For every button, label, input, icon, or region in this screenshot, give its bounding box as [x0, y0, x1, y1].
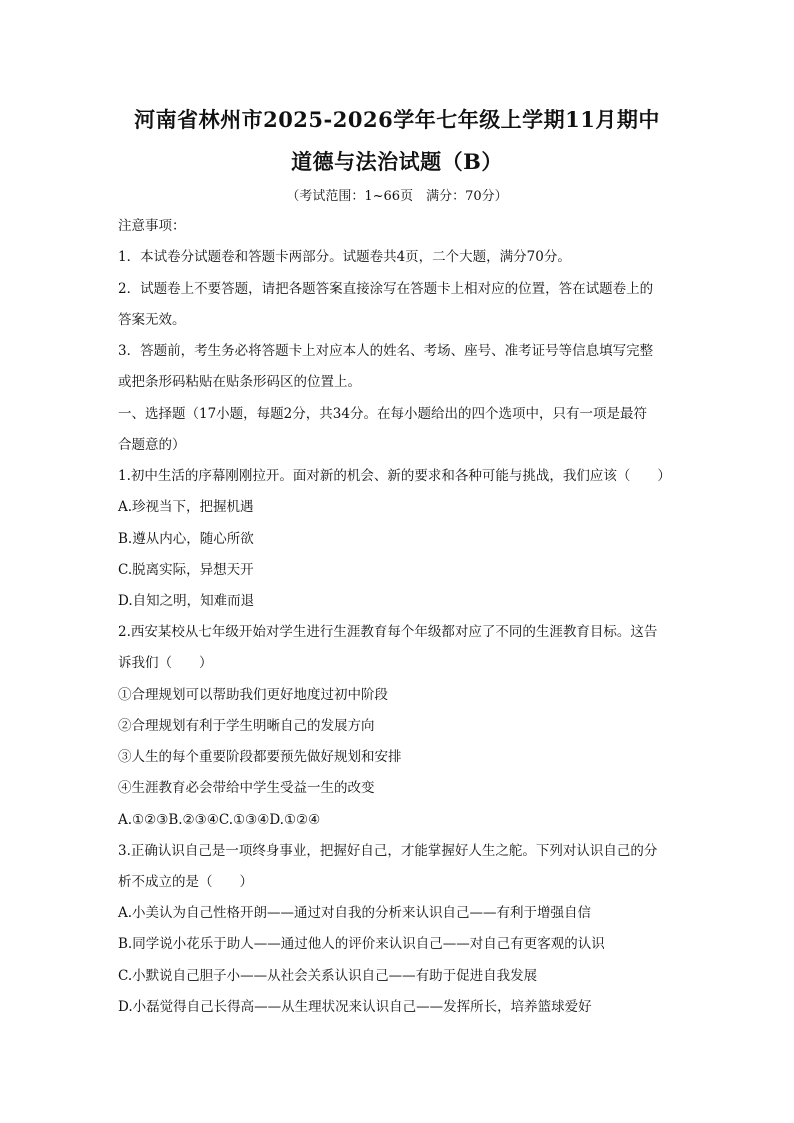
question-1-stem: 1.初中生活的序幕刚刚拉开。面对新的机会、新的要求和各种可能与挑战，我们应该（ ） [118, 468, 671, 484]
question-3-option-a: A.小美认为自己性格开朗——通过对自我的分析来认识自己——有利于增强自信 [118, 905, 592, 921]
notes-heading: 注意事项： [118, 218, 186, 234]
question-2-statement-4: ④生涯教育必会带给中学生受益一生的改变 [118, 780, 375, 796]
question-1-option-a: A.珍视当下，把握机遇 [118, 499, 254, 515]
note-item-2-line1: 2．试题卷上不要答题，请把各题答案直接涂写在答题卡上相对应的位置，答在试题卷上的 [118, 281, 654, 297]
question-1-option-d: D.自知之明，知难而退 [118, 593, 255, 609]
question-2-stem-line2: 诉我们（ ） [118, 655, 213, 671]
question-1-option-b: B.遵从内心，随心所欲 [118, 531, 254, 547]
question-2-statement-1: ①合理规划可以帮助我们更好地度过初中阶段 [118, 687, 388, 703]
question-3-option-d: D.小磊觉得自己长得高——从生理状况来认识自己——发挥所长，培养篮球爱好 [118, 999, 592, 1015]
note-item-1: 1．本试卷分试题卷和答题卡两部分。试题卷共4页，二个大题，满分70分。 [118, 249, 571, 265]
note-item-2-line2: 答案无效。 [118, 312, 186, 328]
question-2-statement-3: ③人生的每个重要阶段都要预先做好规划和安排 [118, 749, 402, 765]
question-3-option-b: B.同学说小花乐于助人——通过他人的评价来认识自己——对自己有更客观的认识 [118, 936, 605, 952]
section-heading-line2: 合题意的） [118, 437, 186, 453]
question-1-option-c: C.脱离实际，异想天开 [118, 562, 254, 578]
exam-title-line2: 道德与法治试题（B） [291, 149, 503, 174]
section-heading-line1: 一、选择题（17小题，每题2分，共34分。在每小题给出的四个选项中，只有一项是最符 [118, 406, 647, 422]
question-2-options: A.①②③B.②③④C.①③④D.①②④ [118, 812, 321, 828]
note-item-3-line2: 或把条形码粘贴在贴条形码区的位置上。 [118, 374, 361, 390]
exam-title-line1: 河南省林州市2025-2026学年七年级上学期11月期中 [134, 107, 660, 132]
question-2-statement-2: ②合理规划有利于学生明晰自己的发展方向 [118, 718, 375, 734]
question-3-stem-line1: 3.正确认识自己是一项终身事业，把握好自己，才能掌握好人生之舵。下列对认识自己的分 [118, 843, 658, 859]
question-3-stem-line2: 析不成立的是（ ） [118, 874, 253, 890]
note-item-3-line1: 3．答题前，考生务必将答题卡上对应本人的姓名、考场、座号、准考证号等信息填写完整 [118, 343, 654, 359]
question-2-stem-line1: 2.西安某校从七年级开始对学生进行生涯教育每个年级都对应了不同的生涯教育目标。这告 [118, 624, 658, 640]
exam-scope: （考试范围：1~66页 满分：70分） [286, 189, 508, 204]
question-3-option-c: C.小默说自己胆子小——从社会关系认识自己——有助于促进自我发展 [118, 968, 538, 984]
